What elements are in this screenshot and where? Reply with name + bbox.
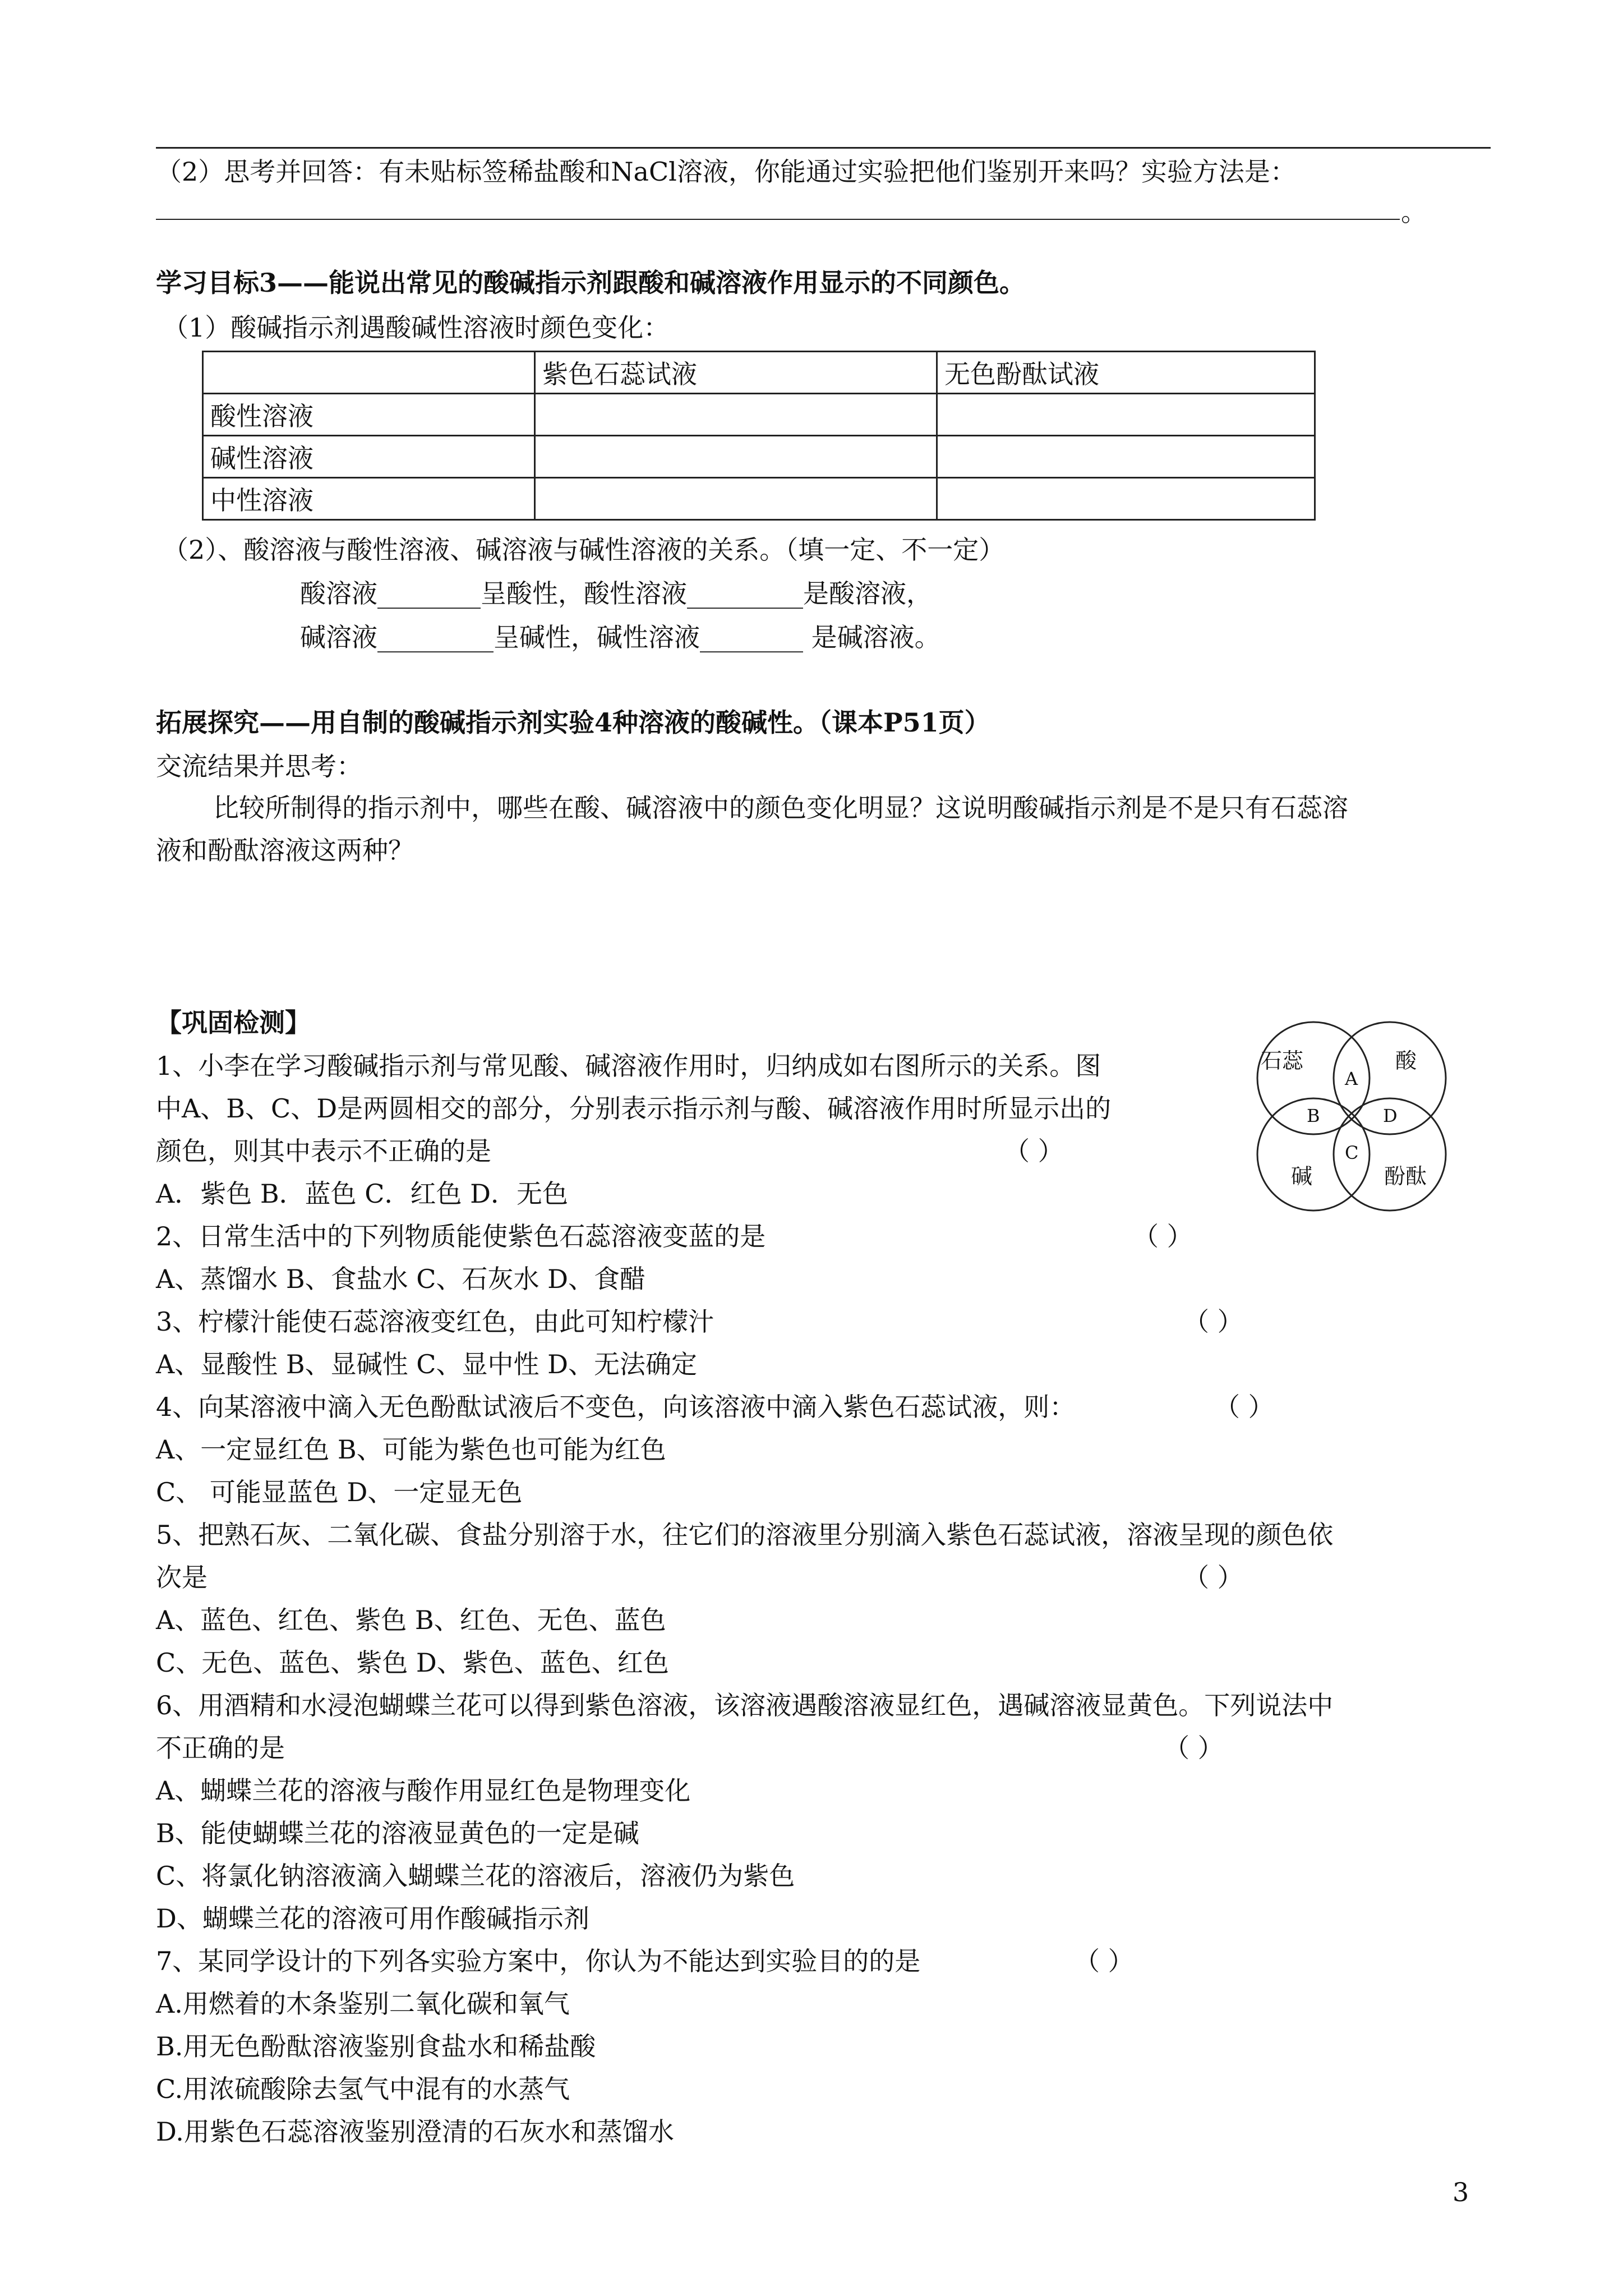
goal3-fill-line2: 碱溶液_________呈碱性，碱性溶液________ 是碱溶液。 [300, 622, 940, 652]
q6-line2: 不正确的是 [156, 1733, 285, 1763]
venn-label-d: D [1383, 1105, 1398, 1126]
venn-label-litmus: 石蕊 [1261, 1048, 1304, 1073]
table-header-blank [203, 352, 535, 394]
q4-options-2: C、 可能显蓝色 D、一定显无色 [156, 1477, 523, 1507]
table-header-row [203, 352, 1315, 394]
q6-option-c: C、将氯化钠溶液滴入蝴蝶兰花的溶液后，溶液仍为紫色 [156, 1861, 795, 1891]
extension-para-line1: 比较所制得的指示剂中，哪些在酸、碱溶液中的颜色变化明显？这说明酸碱指示剂是不是只有石蕊溶 [213, 793, 1348, 823]
q7-option-b: B.用无色酚酞溶液鉴别食盐水和稀盐酸 [156, 2031, 596, 2062]
extension-para-line2: 液和酚酞溶液这两种？ [156, 835, 414, 866]
extension-exchange: 交流结果并思考： [156, 751, 362, 781]
quiz-title: 【巩固检测】 [156, 1007, 311, 1038]
q1-answer-paren[interactable]: （ ） [1004, 1136, 1064, 1166]
table-header-phenolphthalein: 无色酚酞试液 [937, 352, 1315, 394]
goal3-title: 学习目标3——能说出常见的酸碱指示剂跟酸和碱溶液作用显示的不同颜色。 [156, 268, 1026, 298]
venn-label-base: 碱 [1291, 1164, 1313, 1189]
q5-answer-paren[interactable]: （ ） [1183, 1562, 1243, 1593]
venn-label-c: C [1345, 1142, 1359, 1163]
table-cell[interactable] [937, 394, 1315, 436]
q2-answer-paren[interactable]: （ ） [1133, 1221, 1193, 1251]
page-number: 3 [1453, 2177, 1469, 2207]
q1-line3: 颜色，则其中表示不正确的是 [156, 1136, 491, 1166]
q4-options-1: A、一定显红色 B、可能为紫色也可能为红色 [156, 1434, 666, 1465]
question-2-text: （2）思考并回答：有未贴标签稀盐酸和NaCl溶液，你能通过实验把他们鉴别开来吗？实验方法是： [156, 157, 1296, 187]
table-cell[interactable] [535, 436, 937, 478]
goal3-sub2: （2）、酸溶液与酸性溶液、碱溶液与碱性溶液的关系。（填一定、不一定） [163, 535, 1005, 565]
venn-label-b: B [1307, 1105, 1320, 1126]
q1-line2: 中A、B、C、D是两圆相交的部分，分别表示指示剂与酸、碱溶液作用时所显示出的 [156, 1093, 1112, 1124]
table-cell: 酸性溶液 [203, 394, 535, 436]
q6-answer-paren[interactable]: （ ） [1164, 1733, 1224, 1763]
q2-options: A、蒸馏水 B、食盐水 C、石灰水 D、食醋 [156, 1264, 645, 1294]
q5-options-1: A、蓝色、红色、紫色 B、红色、无色、蓝色 [156, 1605, 666, 1635]
q6-option-b: B、能使蝴蝶兰花的溶液显黄色的一定是碱 [156, 1818, 639, 1848]
table-header-litmus: 紫色石蕊试液 [535, 352, 937, 394]
table-cell[interactable] [937, 436, 1315, 478]
venn-diagram [1245, 1015, 1458, 1223]
table-cell: 碱性溶液 [203, 436, 535, 478]
q1-line1: 1、小李在学习酸碱指示剂与常见酸、碱溶液作用时，归纳成如右图所示的关系。图 [156, 1051, 1101, 1081]
q7-text: 7、某同学设计的下列各实验方案中，你认为不能达到实验目的的是 [156, 1946, 921, 1976]
indicator-table [202, 351, 1316, 521]
q5-line2: 次是 [156, 1562, 208, 1593]
venn-label-phenolphthalein: 酚酞 [1384, 1164, 1427, 1189]
q7-option-c: C.用浓硫酸除去氢气中混有的水蒸气 [156, 2074, 570, 2104]
table-row [203, 394, 1315, 436]
q7-option-d: D.用紫色石蕊溶液鉴别澄清的石灰水和蒸馏水 [156, 2116, 674, 2147]
q6-option-d: D、蝴蝶兰花的溶液可用作酸碱指示剂 [156, 1903, 589, 1934]
answer-line [156, 219, 1400, 220]
q3-options: A、显酸性 B、显碱性 C、显中性 D、无法确定 [156, 1349, 697, 1379]
q6-line1: 6、用酒精和水浸泡蝴蝶兰花可以得到紫色溶液，该溶液遇酸溶液显红色，遇碱溶液显黄色。下列说法中 [156, 1690, 1334, 1720]
venn-label-a: A [1345, 1068, 1358, 1089]
table-cell[interactable] [535, 478, 937, 520]
q7-answer-paren[interactable]: （ ） [1074, 1946, 1134, 1976]
q6-option-a: A、蝴蝶兰花的溶液与酸作用显红色是物理变化 [156, 1775, 691, 1806]
goal3-fill-line1: 酸溶液________呈酸性，酸性溶液_________是酸溶液， [300, 578, 932, 609]
q4-answer-paren[interactable]: （ ） [1214, 1392, 1274, 1422]
table-row [203, 436, 1315, 478]
answer-line-end: 。 [1401, 197, 1427, 227]
q2-text: 2、日常生活中的下列物质能使紫色石蕊溶液变蓝的是 [156, 1221, 766, 1251]
table-cell[interactable] [937, 478, 1315, 520]
table-cell: 中性溶液 [203, 478, 535, 520]
q7-option-a: A.用燃着的木条鉴别二氧化碳和氧气 [156, 1989, 570, 2019]
table-row [203, 478, 1315, 520]
extension-title: 拓展探究——用自制的酸碱指示剂实验4种溶液的酸碱性。（课本P51页） [156, 707, 990, 738]
header-rule [156, 147, 1491, 149]
q4-text: 4、向某溶液中滴入无色酚酞试液后不变色，向该溶液中滴入紫色石蕊试液，则： [156, 1392, 1076, 1422]
table-cell[interactable] [535, 394, 937, 436]
venn-label-acid: 酸 [1395, 1048, 1417, 1073]
q1-options: A．紫色 B．蓝色 C．红色 D．无色 [156, 1179, 568, 1209]
q3-answer-paren[interactable]: （ ） [1183, 1306, 1243, 1337]
q3-text: 3、柠檬汁能使石蕊溶液变红色，由此可知柠檬汁 [156, 1306, 714, 1337]
goal3-sub1: （1）酸碱指示剂遇酸碱性溶液时颜色变化： [163, 312, 670, 343]
q5-line1: 5、把熟石灰、二氧化碳、食盐分别溶于水，往它们的溶液里分别滴入紫色石蕊试液，溶液呈现的颜色依 [156, 1520, 1334, 1550]
q5-options-2: C、无色、蓝色、紫色 D、紫色、蓝色、红色 [156, 1648, 669, 1678]
